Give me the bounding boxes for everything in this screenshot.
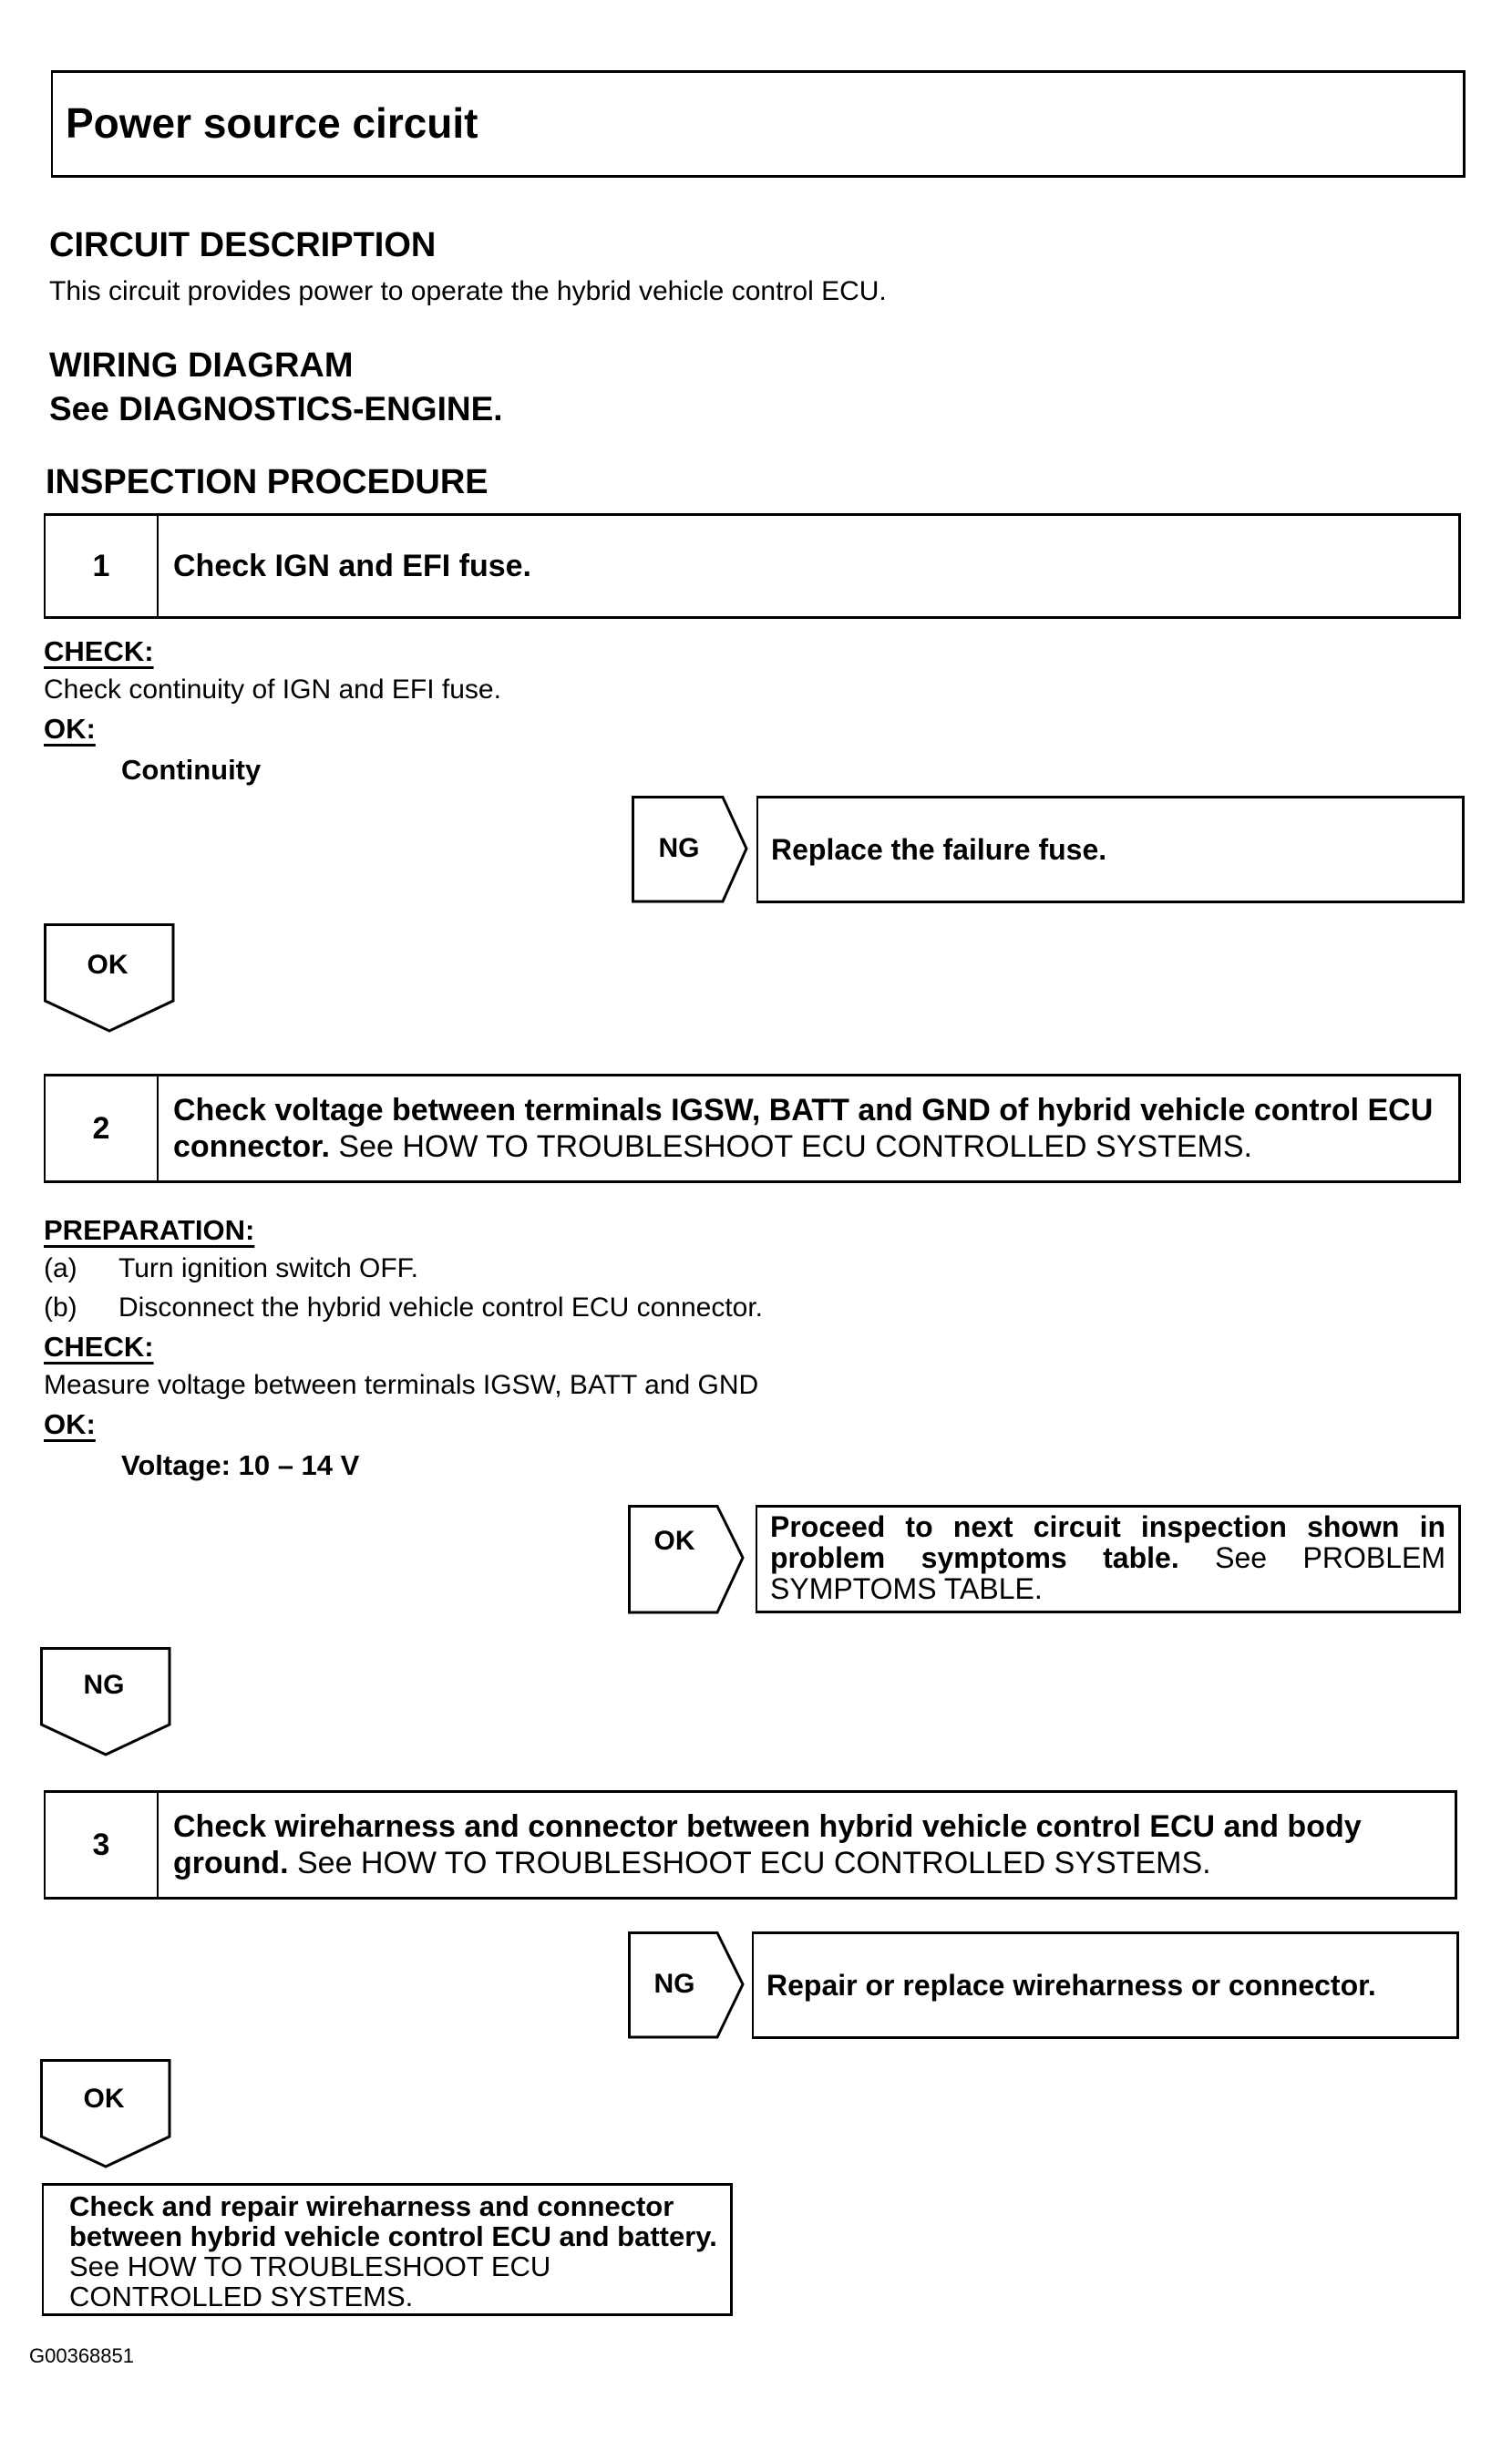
step-3-title — [159, 1793, 1455, 1897]
step-1-title: Check IGN and EFI fuse. — [173, 549, 531, 583]
step-2-title-reference[interactable]: See HOW TO TROUBLESHOOT ECU CONTROLLED SYSTEMS. — [338, 1129, 1252, 1164]
step-2-prep-a-text: Turn ignition switch OFF. — [118, 1253, 418, 1283]
step-2-preparation-label: PREPARATION: — [44, 1214, 255, 1246]
step-2-ok-result-bold: Proceed to next circuit inspection shown in problem symptoms table. — [770, 1510, 1445, 1574]
step-1-ng-result — [756, 796, 1465, 903]
page-title: Power source circuit — [66, 99, 478, 147]
step-1-number: 1 — [46, 516, 159, 616]
step-3-box — [44, 1790, 1457, 1900]
step-2-number: 2 — [46, 1076, 159, 1180]
step-1-ok-label: OK: — [44, 713, 96, 745]
step-2-ng-branch-label: NG — [83, 1670, 125, 1700]
step-2-title — [159, 1076, 1458, 1180]
step-1-ng-result-text: Replace the failure fuse. — [771, 833, 1107, 866]
final-action-box — [42, 2183, 733, 2316]
step-3-number: 3 — [46, 1793, 159, 1897]
down-arrow-ng-icon — [40, 1647, 173, 1758]
step-3-ng-result-text: Repair or replace wireharness or connector. — [766, 1969, 1376, 2002]
step-3-ng-label: NG — [653, 1969, 695, 1999]
step-2-prep-b-marker: (b) — [44, 1292, 77, 1323]
inspection-procedure-heading: INSPECTION PROCEDURE — [46, 463, 489, 501]
step-2-box — [44, 1074, 1461, 1183]
figure-code: G00368851 — [29, 2344, 134, 2367]
step-1-check-text: Check continuity of IGN and EFI fuse. — [44, 675, 501, 705]
final-action-bold: Check and repair wireharness and connector between hybrid vehicle control ECU and battery. — [69, 2190, 717, 2252]
circuit-description-text: This circuit provides power to operate the hybrid vehicle control ECU. — [49, 276, 887, 306]
step-1-ok-branch-label: OK — [87, 950, 129, 980]
step-2-ok-label-branch: OK — [653, 1526, 695, 1556]
step-2-prep-a-marker: (a) — [44, 1253, 77, 1283]
step-1-box — [44, 513, 1461, 619]
down-arrow-ok-icon — [40, 2059, 173, 2170]
step-2-ok-label: OK: — [44, 1408, 96, 1440]
step-3-title-reference[interactable]: See HOW TO TROUBLESHOOT ECU CONTROLLED SYSTEMS. — [296, 1846, 1211, 1880]
final-action-reference[interactable]: See HOW TO TROUBLESHOOT ECU CONTROLLED SYSTEMS. — [69, 2250, 551, 2312]
step-1-ng-label: NG — [658, 833, 700, 863]
step-2-ok-value: Voltage: 10 – 14 V — [121, 1449, 360, 1481]
step-2-ok-result — [756, 1505, 1461, 1613]
circuit-description-heading: CIRCUIT DESCRIPTION — [49, 226, 437, 264]
step-3-ng-result — [752, 1931, 1459, 2039]
step-3-title-bold: Check wireharness and connector between hybrid vehicle control ECU and body ground. — [173, 1809, 1362, 1880]
page-title-box — [51, 70, 1466, 178]
step-3-ok-branch-label: OK — [83, 2084, 125, 2114]
step-2-title-bold: Check voltage between terminals IGSW, BATT and GND of hybrid vehicle control ECU connector. — [173, 1093, 1434, 1164]
step-2-check-label: CHECK: — [44, 1331, 154, 1363]
step-2-ok-result-reference[interactable]: See PROBLEM SYMPTOMS TABLE. — [770, 1541, 1446, 1605]
step-2-prep-b-text: Disconnect the hybrid vehicle control ECU connector. — [118, 1292, 764, 1323]
wiring-diagram-heading: WIRING DIAGRAM — [49, 346, 354, 385]
wiring-diagram-reference[interactable]: See DIAGNOSTICS-ENGINE. — [49, 390, 503, 427]
step-2-check-text: Measure voltage between terminals IGSW, BATT and GND — [44, 1370, 759, 1400]
step-1-ok-value: Continuity — [121, 754, 262, 786]
right-arrow-ok-icon — [628, 1505, 751, 1616]
step-1-check-label: CHECK: — [44, 635, 154, 667]
